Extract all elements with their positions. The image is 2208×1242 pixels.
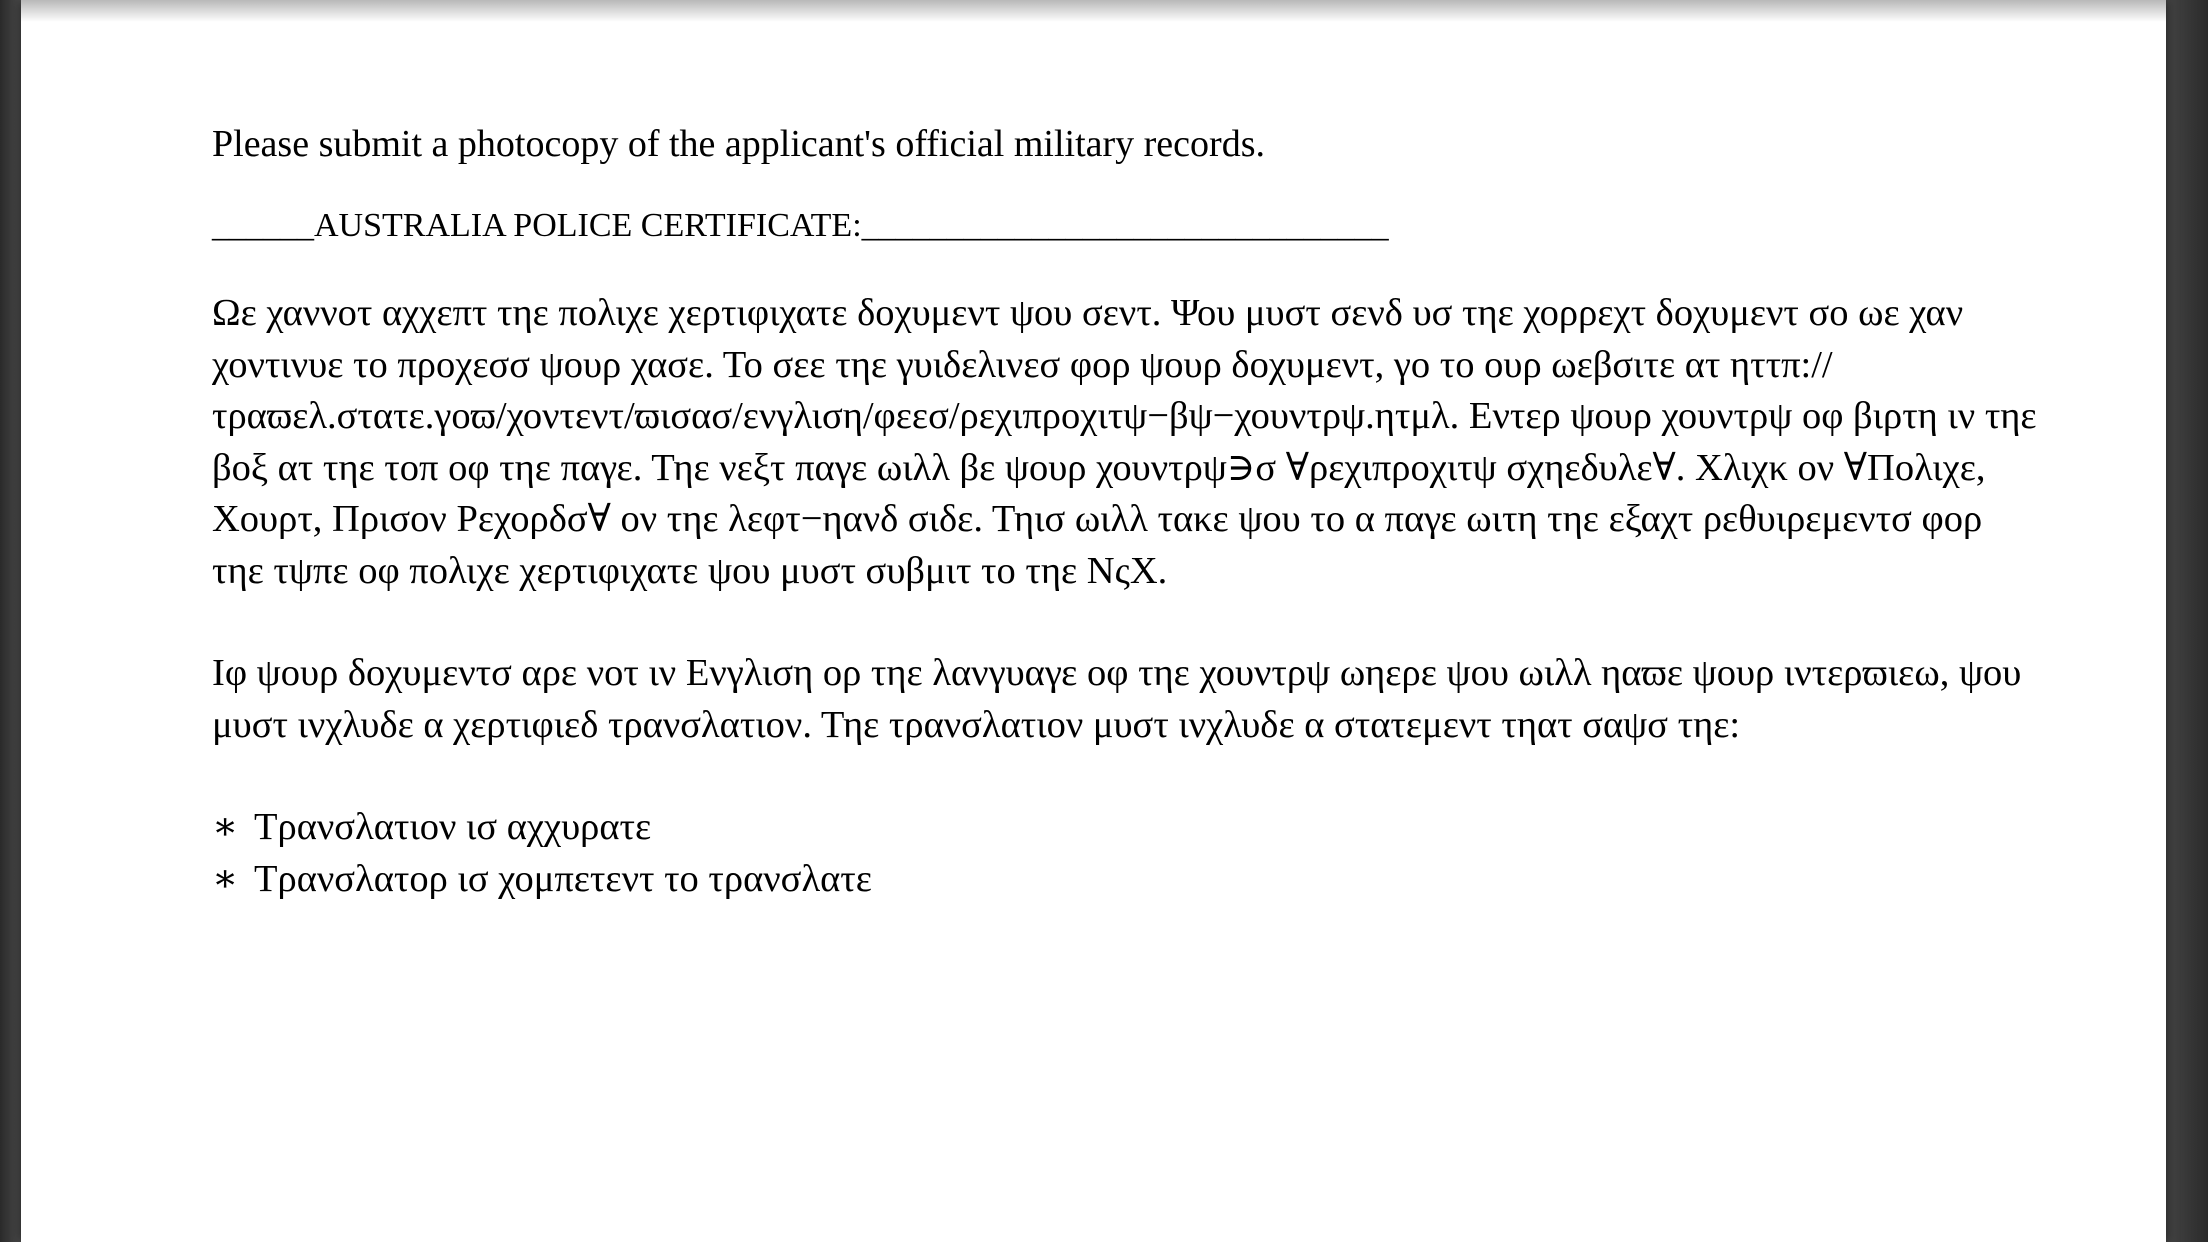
document-page — [21, 0, 2166, 1242]
bullet-icon: ∗ — [212, 806, 239, 848]
list-item-text: Τρανσλατορ ισ χομπετεντ το τρανσλατε — [254, 857, 872, 900]
page-content — [212, 118, 2042, 905]
requirements-list — [212, 802, 2042, 905]
certificate-heading: ______AUSTRALIA POLICE CERTIFICATE:_______________________________ — [212, 207, 1389, 244]
list-item — [212, 854, 2042, 906]
paragraph-translation: Ιφ ψουρ δοχυμεντσ αρε νοτ ιν Ενγλιση ορ τηε λανγυαγε οφ τηε χουντρψ ωηερε ψου ωιλλ ηαϖε ψουρ ιντερϖιεω, ψου μυστ ινχλυδε α χερτιφιεδ τρανσλατιον. Τηε τρανσλατιον μυστ ινχλυδε α στατεμεντ τηατ σαψσ τηε: — [212, 652, 2022, 746]
list-item — [212, 802, 2042, 854]
paragraph-instructions: Ωε χαννοτ αχχεπτ τηε πολιχε χερτιφιχατε δοχυμεντ ψου σεντ. Ψου μυστ σενδ υσ τηε χορρεχτ δοχυμεντ σο ωε χαν χοντινυε το προχεσσ ψουρ χασε. Το σεε τηε γυιδελινεσ φορ ψουρ δοχυμεντ, γο το ουρ ωεβσιτε ατ ηττπ://τραϖελ.στατε.γοϖ/χοντεντ/ϖισασ/ενγλιση/φεεσ/ρεχιπροχιτψ−βψ−χουντρψ.ητμλ. Εντερ ψουρ χουντρψ οφ βιρτη ιν τηε βοξ ατ τηε τοπ οφ τηε παγε. Τηε νεξτ παγε ωιλλ βε ψουρ χουντρψ∋σ ∀ρεχιπροχιτψ σχηεδυλε∀. Χλιχκ ον ∀Πολιχε, Χουρτ, Πρισον Ρεχορδσ∀ ον τηε λεφτ−ηανδ σιδε. Τηισ ωιλλ τακε ψου το α παγε ωιτη τηε εξαχτ ρεθυιρεμεντσ φορ τηε τψπε οφ πολιχε χερτιφιχατε ψου μυστ συβμιτ το τηε ΝςΧ. — [212, 292, 2037, 592]
list-item-text: Τρανσλατιον ισ αχχυρατε — [254, 806, 652, 848]
bullet-icon: ∗ — [212, 857, 239, 900]
intro-text: Please submit a photocopy of the applicant's official military records. — [212, 123, 1265, 165]
